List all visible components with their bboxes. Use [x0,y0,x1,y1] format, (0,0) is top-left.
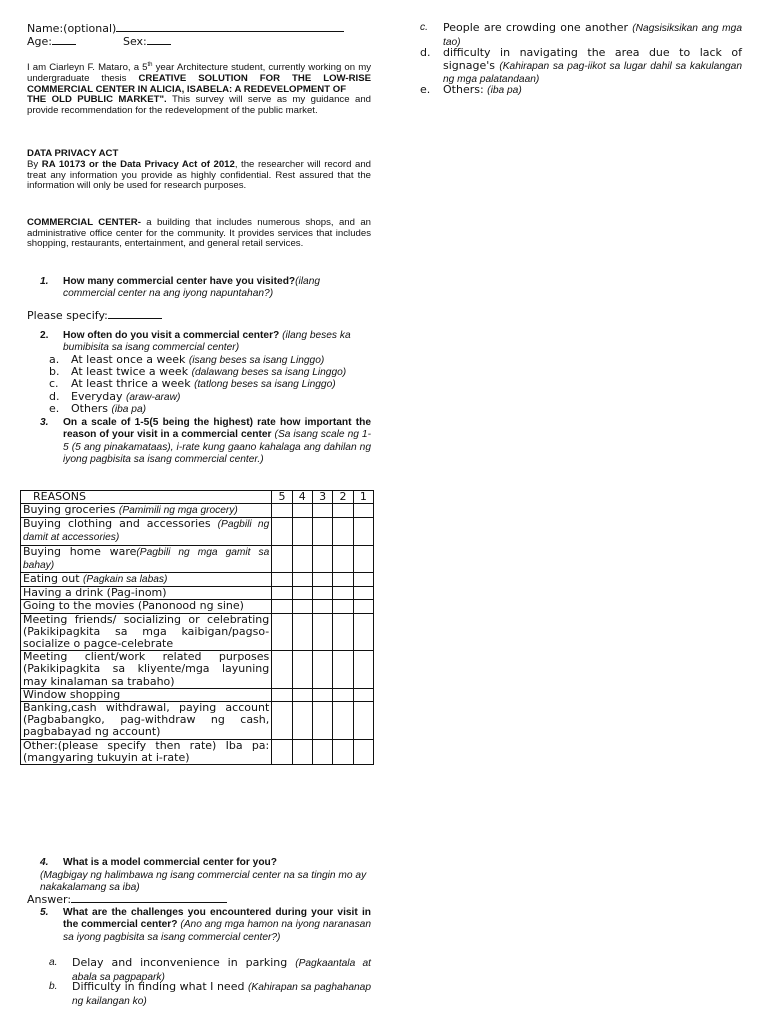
reason-cell [21,651,272,689]
rating-cell-4[interactable] [292,739,312,764]
question-3 [27,417,371,466]
scale-header-1: 1 [353,491,373,504]
cc-text: a building that includes numerous shops, and an administrative office center for the community. It provides services that includes shopping, restaurants, entertainment, and general retail services. [27,217,371,250]
reason-text: Other:(please specify then rate) Iba pa: (mangyaring tukuyin at i-rate) [23,738,270,764]
reason-cell [21,545,272,572]
q3-text [63,417,371,466]
commercial-center-definition [27,218,371,250]
age-label: Age: [27,35,52,48]
rating-cell-5[interactable] [272,587,292,600]
table-row [21,504,374,518]
reason-text: Window shopping [23,687,121,701]
q5-option-translation: (Kahirapan sa pag-iikot sa lugar dahil sa kakulangan ng mga palatandaan) [443,60,743,85]
q5-option-translation: (Nagsisiksikan ang mga tao) [443,23,742,48]
age-sex-row [27,35,171,49]
q1-specify-line[interactable] [108,309,162,319]
q2-option-translation: (iba pa) [111,404,147,415]
q5-option-c[interactable] [420,22,742,49]
privacy-paragraph [27,160,371,192]
rating-cell-4[interactable] [292,702,312,740]
q5-translation: (Ano ang mga hamon na iyong naranasan sa iyong pagbisita sa isang commercial center?) [63,919,371,943]
table-row [21,702,374,740]
rating-cell-3[interactable] [312,573,332,587]
q5-option-text: difficulty in navigating the area due to lack of signage's [443,46,742,72]
rating-cell-2[interactable] [333,545,353,572]
rating-cell-1[interactable] [353,688,373,701]
reasons-rating-table [20,490,374,765]
q2-option-translation: (araw-araw) [126,392,181,403]
rating-cell-1[interactable] [353,504,373,518]
rating-cell-4[interactable] [292,504,312,518]
reason-translation: (Pamimili ng mga grocery) [118,505,238,516]
rating-cell-3[interactable] [312,518,332,545]
intro-text-end: This survey will serve as my guidance and provide recommendation for the redevelopment of the public market. [27,94,371,116]
reason-cell [21,587,272,600]
rating-cell-5[interactable] [272,518,292,545]
q5-option-translation: (iba pa) [487,85,522,96]
q2-question: How often do you visit a commercial center? [63,330,280,341]
rating-cell-2[interactable] [333,573,353,587]
name-input-line[interactable] [116,22,344,32]
thesis-title-line2: THE OLD PUBLIC MARKET". [27,94,167,106]
q1-question: How many commercial center have you visited? [63,276,296,287]
privacy-title: DATA PRIVACY ACT [27,148,119,159]
q2-translation: (ilang beses ka bumibisita sa isang commercial center) [63,330,351,354]
q2-option-text: At least thrice a week [71,377,195,390]
rating-cell-3[interactable] [312,504,332,518]
privacy-act-name: RA 10173 or the Data Privacy Act of 2012 [41,159,235,170]
reason-text: Buying groceries [23,503,119,516]
reason-text: Banking,cash withdrawal, paying account (Pagbabangko, pag-withdraw ng cash, pagbabayad ng account) [23,701,270,739]
reason-cell [21,702,272,740]
thesis-title-line1: CREATIVE SOLUTION FOR THE LOW-RISE COMMERCIAL CENTER IN ALICIA, ISABELA: A REDEVELOPMENT OF [27,72,372,95]
question-2 [27,330,371,355]
rating-cell-4[interactable] [292,613,312,651]
rating-cell-4[interactable] [292,688,312,701]
intro-text-mid: year Architecture student, currently working on my undergraduate thesis [27,62,371,84]
q5-option-b[interactable] [49,981,371,1008]
q1-specify-label: Please specify: [27,309,108,322]
rating-cell-4[interactable] [292,587,312,600]
scale-header-4: 4 [292,491,312,504]
question-1 [27,276,371,301]
q1-number: 1. [40,276,49,287]
q5-option-e[interactable] [420,84,742,98]
rating-cell-3[interactable] [312,613,332,651]
table-row [21,573,374,587]
reason-cell [21,600,272,613]
cc-term: COMMERCIAL CENTER- [27,217,141,228]
name-label: Name:(optional) [27,22,117,35]
q2-option-letter: b. [49,365,60,378]
reason-text: Having a drink (Pag-inom) [23,586,167,600]
scale-header-3: 3 [312,491,332,504]
sex-label: Sex: [122,35,147,48]
table-row [21,651,374,689]
rating-cell-5[interactable] [272,739,292,764]
q2-text [63,330,371,355]
q4-question [63,857,371,869]
rating-cell-2[interactable] [333,702,353,740]
rating-cell-2[interactable] [333,518,353,545]
q2-option-text: Everyday [71,390,126,403]
q5-option-letter: c. [420,22,428,33]
rating-cell-2[interactable] [333,651,353,689]
rating-cell-2[interactable] [333,600,353,613]
name-field-row [27,22,371,36]
q2-option-translation: (tatlong beses sa isang Linggo) [194,379,336,390]
rating-cell-5[interactable] [272,613,292,651]
rating-cell-4[interactable] [292,573,312,587]
privacy-text: , the researcher will record and treat any information you provide as highly confidential. Rest assured that the information will only be used for research purposes. [27,159,371,192]
q5-number: 5. [40,907,49,918]
q5-option-text: Difficulty in finding what I need [72,980,248,993]
table-row [21,613,374,651]
q2-option-translation: (isang beses sa isang Linggo) [188,355,325,366]
rating-cell-4[interactable] [292,545,312,572]
reason-text: Meeting client/work related purposes (Pakikipagkita sa kliyente/mga layuning may kinalaman sa trabaho) [23,650,270,688]
rating-cell-1[interactable] [353,613,373,651]
table-header-row [21,491,374,504]
q2-option-text: Others [71,402,112,415]
rating-cell-3[interactable] [312,600,332,613]
q2-option-letter: a. [49,353,60,366]
intro-superscript: th [147,62,153,68]
sex-input-line[interactable] [147,35,171,45]
reason-translation: (Pagbili ng mga gamit sa bahay) [23,546,270,571]
q1-text [63,276,371,301]
age-input-line[interactable] [52,35,76,45]
reason-cell [21,518,272,545]
reason-cell [21,573,272,587]
table-body [21,504,374,765]
q5-option-letter: d. [420,46,431,59]
table-row [21,600,374,613]
q5-option-translation: (Pagkaantala at abala sa pagpapark) [72,958,372,983]
reason-translation: (Pagkain sa labas) [83,574,168,586]
reason-text: Eating out [23,572,84,586]
rating-cell-5[interactable] [272,600,292,613]
q4-answer-label: Answer: [27,893,72,906]
rating-cell-3[interactable] [312,739,332,764]
q3-number: 3. [40,417,49,428]
rating-cell-5[interactable] [272,545,292,572]
q5-option-letter: a. [49,957,58,968]
reason-cell [21,504,272,518]
rating-cell-2[interactable] [333,739,353,764]
q4-question-text: What is a model commercial center for you? [63,857,277,868]
q4-answer-row [27,893,227,907]
rating-cell-5[interactable] [272,651,292,689]
reasons-header: REASONS [21,491,272,504]
rating-cell-2[interactable] [333,587,353,600]
q2-option-e[interactable] [49,403,146,417]
q1-translation: (ilang commercial center na ang iyong napuntahan?) [63,276,321,300]
q5-option-letter: e. [420,83,431,96]
rating-cell-3[interactable] [312,688,332,701]
q5-option-text: Delay and inconvenience in parking [72,956,296,969]
rating-cell-3[interactable] [312,545,332,572]
q2-option-letter: d. [49,390,60,403]
rating-cell-4[interactable] [292,651,312,689]
intro-text-start: I am Ciarleyn F. Mataro, a 5 [27,62,148,74]
scale-header-2: 2 [333,491,353,504]
table-row [21,545,374,572]
q5-option-text: Others: [443,83,488,96]
q5-option-translation: (Kahirapan sa paghahanap ng kailangan ko) [72,982,372,1007]
rating-cell-5[interactable] [272,573,292,587]
reason-text: Going to the movies (Panonood ng sine) [23,599,244,613]
q4-number: 4. [40,857,49,868]
rating-cell-2[interactable] [333,613,353,651]
table-row [21,739,374,764]
rating-cell-1[interactable] [353,739,373,764]
rating-cell-2[interactable] [333,504,353,518]
q5-text [63,907,371,944]
rating-cell-1[interactable] [353,600,373,613]
q2-option-letter: c. [49,377,59,390]
q3-question: On a scale of 1-5(5 being the highest) rate how important the reason of your visit in a commercial center [63,417,371,441]
reason-cell [21,613,272,651]
table-row [21,688,374,701]
q1-specify-row [27,309,162,323]
rating-cell-2[interactable] [333,688,353,701]
rating-cell-3[interactable] [312,702,332,740]
rating-cell-1[interactable] [353,518,373,545]
reason-translation: (Pagbili ng damit at accessories) [23,519,270,544]
rating-cell-5[interactable] [272,504,292,518]
q5-option-d[interactable] [420,47,742,87]
scale-header-5: 5 [272,491,292,504]
rating-cell-3[interactable] [312,587,332,600]
rating-cell-5[interactable] [272,702,292,740]
table-row [21,587,374,600]
rating-cell-1[interactable] [353,573,373,587]
rating-cell-4[interactable] [292,518,312,545]
rating-cell-1[interactable] [353,651,373,689]
rating-cell-4[interactable] [292,600,312,613]
table-row [21,518,374,545]
q3-translation: (Sa isang scale ng 1-5 (5 ang pinakamataas), i-rate kung gaano kahalaga ang dahilan ng iyong pagbisita sa isang commercial center.) [63,429,371,465]
rating-cell-3[interactable] [312,651,332,689]
reason-cell [21,688,272,701]
rating-cell-5[interactable] [272,688,292,701]
reason-text: Buying clothing and accessories [23,517,218,531]
q2-option-text: At least once a week [71,353,189,366]
q4-answer-line[interactable] [71,893,227,903]
q2-option-letter: e. [49,402,60,415]
q5-option-letter: b. [49,981,58,992]
reason-text: Buying home ware [23,544,137,558]
q2-option-text: At least twice a week [71,365,192,378]
q5-option-text: People are crowding one another [443,21,633,34]
q2-option-translation: (dalawang beses sa isang Linggo) [191,367,347,378]
reason-text: Meeting friends/ socializing or celebrating (Pakikipagkita sa mga kaibigan/pagso- socialize o pagce-celebrate [23,612,270,651]
q4-translation: (Magbigay ng halimbawa ng isang commercial center na sa tingin mo ay nakakalamang sa iba) [40,870,367,894]
privacy-by: By [27,159,42,170]
reason-cell [21,739,272,764]
q2-number: 2. [40,330,49,341]
rating-cell-1[interactable] [353,545,373,572]
rating-cell-1[interactable] [353,702,373,740]
intro-paragraph [27,60,371,117]
rating-cell-1[interactable] [353,587,373,600]
q5-question: What are the challenges you encountered during your visit in the commercial center? [63,907,371,931]
